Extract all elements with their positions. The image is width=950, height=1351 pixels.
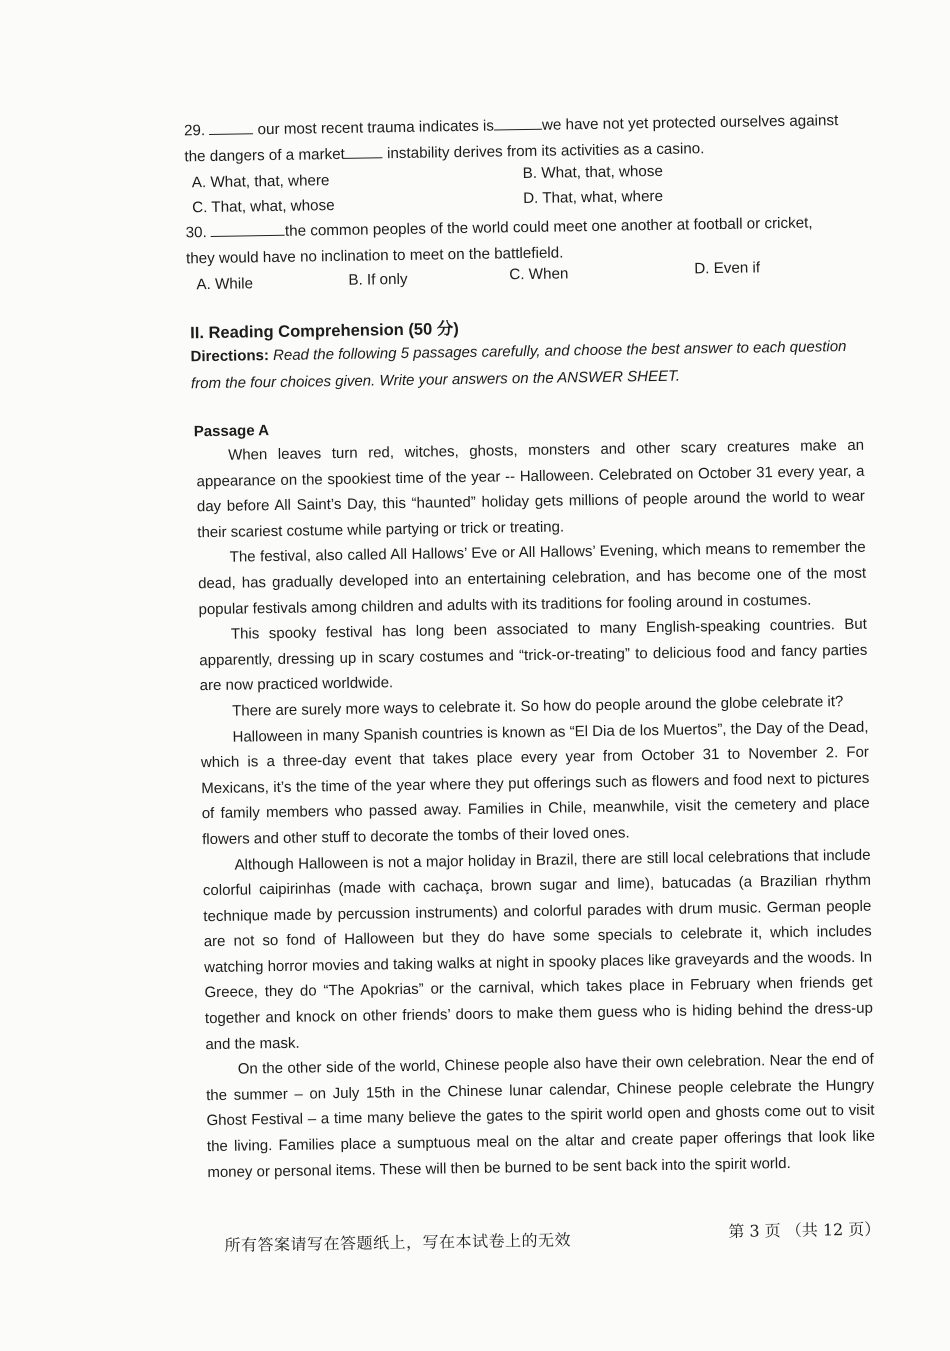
question-29-number: 29. bbox=[183, 122, 206, 140]
question-30-option-d: D. Even if bbox=[694, 259, 761, 278]
question-30-option-c: C. When bbox=[509, 265, 569, 284]
question-30-option-b: B. If only bbox=[348, 270, 408, 289]
question-29-line-2 bbox=[184, 140, 704, 165]
question-30-option-a: A. While bbox=[196, 275, 254, 294]
answer-blank bbox=[345, 145, 383, 159]
passage-paragraph: Although Halloween is not a major holiday in Brazil, there are still local celebrations that include colorful caipirinhas (made with cachaça, brown sugar and lime), batucadas (a Brazilian rhythm technique made by percussion instruments) and colorful parades with drum music. German people are not so fond of Halloween but they do have some specials to celebrate it, which includes watching horror movies and taking walks at night in spooky places like graveyards and the woods. In Greece, they do “The Apokrias” or the carnival, which takes place in February when friends get together and knock on other friends’ doors to make them guess who is hiding behind the dress-up and the mask. bbox=[202, 846, 874, 1053]
answer-blank bbox=[211, 223, 285, 237]
question-30-line-2: they would have no inclination to meet on the battlefield. bbox=[185, 244, 564, 268]
passage-label: Passage A bbox=[193, 422, 270, 441]
question-29-option-b: B. What, that, whose bbox=[522, 162, 663, 183]
directions-label: Directions: bbox=[190, 347, 270, 366]
passage-paragraph: On the other side of the world, Chinese people also have their own celebration. Near the end of the summer – on July 15th in the Chinese lunar calendar, Chinese people celebrate the Hungry Ghost Festival – a time many believe the gates to the spirit world open and ghosts come out to visit the living. Families place a sumptuous meal on the altar and create paper offerings that look like money or personal items. These will then be burned to be sent back into the spirit world. bbox=[206, 1050, 876, 1181]
passage-paragraph: This spooky festival has long been associated to many English-speaking countries. But apparently, dressing up in scary costumes and “trick-or-treating” to delicious food and fancy parties are now practiced worldwide. bbox=[199, 615, 868, 695]
section-title: II. Reading Comprehension (50 分) bbox=[190, 320, 459, 343]
footer-notice: 所有答案请写在答题纸上，写在本试卷上的无效 bbox=[224, 1230, 572, 1255]
passage-paragraph: When leaves turn red, witches, ghosts, monsters and other scary creatures make an appearance on the spookiest time of the year -- Halloween. Celebrated on October 31 every year, a day before All Saint’s Day, this “haunted” holiday gets millions of people around the world to wear their scariest costume while partying or trick or treating. bbox=[196, 436, 865, 541]
passage-paragraph: The festival, also called All Hallows’ Eve or All Hallows’ Evening, which means to remember the dead, has gradually developed into an entertaining celebration, and has become one of the most popular festivals among children and adults with its traditions for fooling around in costumes. bbox=[197, 539, 867, 618]
section-directions bbox=[190, 333, 859, 397]
question-30-number: 30. bbox=[185, 224, 207, 242]
passage-body bbox=[196, 433, 876, 1186]
answer-blank bbox=[209, 121, 253, 135]
question-29-stem-part-3: the dangers of a market bbox=[184, 145, 345, 166]
passage-paragraph: Halloween in many Spanish countries is known as “El Dia de los Muertos”, the Day of the Dead, which is a three-day event that takes place every year from October 31 to November 2. For Mexicans, it’s the time of the year where they put offerings such as flowers and food next to pictures of family members who passed away. Families in Chile, meanwhile, visit the cemetery and place flowers and other stuff to decorate the tombs of their loved ones. bbox=[200, 718, 870, 849]
question-29-option-d: D. That, what, where bbox=[522, 187, 664, 208]
question-30-line-1 bbox=[185, 215, 812, 242]
question-29-stem-part-2: we have not yet protected ourselves against bbox=[541, 112, 839, 134]
footer-page-number: 第 3 页 （共 12 页） bbox=[728, 1219, 881, 1241]
question-29-stem-part-1: our most recent trauma indicates is bbox=[257, 117, 495, 139]
directions-text: Read the following 5 passages carefully, and choose the best answer to each question from the four choices given. Write your answers on the ANSWER SHEET. bbox=[190, 337, 847, 393]
question-30-stem-part-1: the common peoples of the world could meet one another at football or cricket, bbox=[284, 214, 813, 240]
question-29-option-c: C. That, what, whose bbox=[192, 197, 335, 217]
answer-blank bbox=[494, 117, 542, 131]
question-29-option-a: A. What, that, where bbox=[191, 172, 330, 192]
passage-paragraph: There are surely more ways to celebrate it. So how do people around the globe celebrate it? bbox=[232, 693, 844, 720]
question-29-stem-part-4: instability derives from its activities as a casino. bbox=[386, 140, 705, 163]
question-29-line-1 bbox=[184, 112, 838, 139]
